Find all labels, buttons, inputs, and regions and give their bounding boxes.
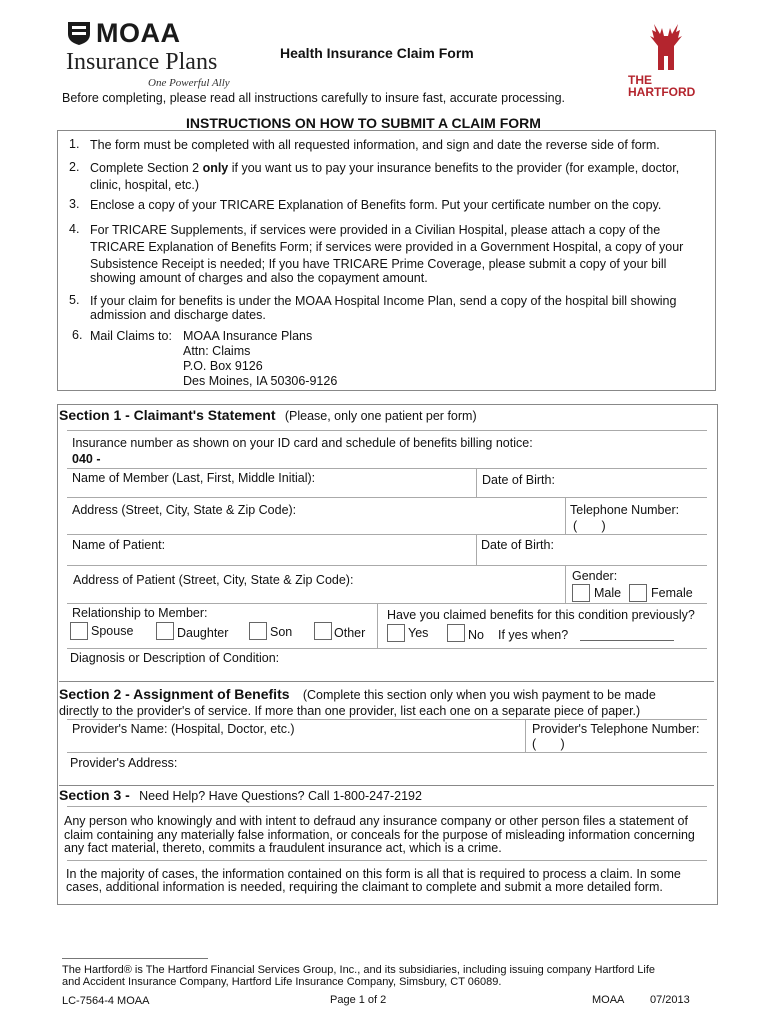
fraud-line2: claim containing any materially false information, or conceals for the purpose of misleading information concerning [64,828,695,842]
page-number: Page 1 of 2 [330,994,387,1006]
son-label: Son [270,625,293,639]
item-5-line2: admission and discharge dates. [90,308,266,322]
patient-dob-field[interactable]: Date of Birth: [481,538,554,552]
item-6-label: Mail Claims to: [90,329,172,343]
telephone-field[interactable]: ( ) [573,519,606,533]
insurance-number-field[interactable]: 040 - [72,452,101,466]
section2-header [59,686,656,702]
if-yes-when-label: If yes when? [498,628,569,642]
form-id: LC-7564-4 MOAA [62,995,150,1007]
if-yes-when-field[interactable] [580,640,674,641]
item-4-line1: For TRICARE Supplements, if services were provided in a Civilian Hospital, please attach a copy of the [90,223,661,237]
member-address-field[interactable]: Address (Street, City, State & Zip Code): [72,503,297,517]
other-label: Other [334,626,366,640]
section3-header [59,787,422,803]
item-4-line3: Subsistence Receipt is needed; If you have TRICARE Prime Coverage, please submit a copy of your bill [90,257,667,271]
item-4-line4: showing amount of charges and also the copayment amount. [90,271,428,285]
daughter-checkbox[interactable] [156,622,174,640]
member-dob-field[interactable]: Date of Birth: [482,473,555,487]
section2-note1: (Complete this section only when you wish payment to be made [302,688,656,702]
mail-address-line1: MOAA Insurance Plans [183,329,313,343]
yes-label: Yes [408,626,429,640]
page-title: Health Insurance Claim Form [280,45,474,61]
patient-name-field[interactable]: Name of Patient: [72,538,166,552]
item-2-line2: clinic, hospital, etc.) [90,178,200,192]
disclaimer-line2: and Accident Insurance Company, Hartford Life Insurance Company, Simsbury, CT 06089. [62,976,502,988]
spouse-checkbox[interactable] [70,622,88,640]
hartford-line2: HARTFORD [628,85,696,99]
item-3-num: 3. [69,197,80,211]
footer-brand: MOAA [592,994,625,1006]
section3-heading: Section 3 - [59,787,130,803]
footer-rule [62,958,208,959]
item-2-post: if you want us to pay your insurance benefits to the provider (for example, doctor, [228,161,680,175]
item-1-num: 1. [69,137,80,151]
item-4-num: 4. [69,222,80,236]
disclaimer-line1: The Hartford® is The Hartford Financial Services Group, Inc., and its subsidiaries, including issuing company Hartford Life [62,964,656,976]
provider-name-field[interactable]: Provider's Name: (Hospital, Doctor, etc.) [72,722,295,736]
fraud-line3: any fact material, thereto, commits a fraudulent insurance act, which is a crime. [64,841,502,855]
claimed-question: Have you claimed benefits for this condition previously? [387,608,695,622]
mail-address-line4: Des Moines, IA 50306-9126 [183,374,338,388]
intro-text: Before completing, please read all instructions carefully to insure fast, accurate processing. [62,91,566,105]
item-2-bold: only [202,161,229,175]
diagnosis-field[interactable]: Diagnosis or Description of Condition: [70,651,280,665]
section1-heading: Section 1 - Claimant's Statement [59,407,276,423]
item-4-line2: TRICARE Explanation of Benefits Form; if services were provided in a Government Hospital, a copy of your [90,240,684,254]
hartford-logo [624,20,706,110]
item-6-num: 6. [72,328,83,342]
yes-checkbox[interactable] [387,624,405,642]
section2-heading: Section 2 - Assignment of Benefits [59,686,290,702]
telephone-label: Telephone Number: [570,503,680,517]
patient-address-field[interactable]: Address of Patient (Street, City, State & Zip Code): [73,573,354,587]
section1-header [59,407,477,423]
moaa-shield-icon [66,20,92,46]
item-2-num: 2. [69,160,80,174]
stag-icon [624,20,706,74]
male-checkbox[interactable] [572,584,590,602]
majority-line2: cases, additional information is needed, requiring the claimant to complete and submit a more detailed form. [66,880,663,894]
provider-phone-field[interactable]: ( ) [532,737,565,751]
item-3-text: Enclose a copy of your TRICARE Explanation of Benefits form. Put your certificate number on the copy. [90,198,662,212]
male-label: Male [594,586,622,600]
item-5-num: 5. [69,293,80,307]
provider-address-field[interactable]: Provider's Address: [70,756,178,770]
hartford-line1: THE [628,73,652,87]
relationship-label: Relationship to Member: [72,606,208,620]
majority-line1: In the majority of cases, the information contained on this form is all that is required to process a claim. In some [66,867,681,881]
moaa-brand: MOAA [96,18,181,48]
item-5-line1: If your claim for benefits is under the MOAA Hospital Income Plan, send a copy of the hospital bill showing [90,294,677,308]
insurance-number-label: Insurance number as shown on your ID card and schedule of benefits billing notice: [72,436,533,450]
daughter-label: Daughter [177,626,229,640]
moaa-subtitle: Insurance Plans [66,49,218,75]
footer-date: 07/2013 [650,994,690,1006]
item-1-text: The form must be completed with all requested information, and sign and date the reverse side of form. [90,138,660,152]
moaa-logo [66,18,230,89]
female-label: Female [651,586,693,600]
hartford-wordmark [628,74,695,98]
no-label: No [468,628,484,642]
mail-address-line3: P.O. Box 9126 [183,359,263,373]
fraud-line1: Any person who knowingly and with intent to defraud any insurance company or other person files a statement of [64,814,688,828]
help-text: Need Help? Have Questions? Call 1-800-247-2192 [139,789,422,803]
member-name-field[interactable]: Name of Member (Last, First, Middle Initial): [72,471,316,485]
section2-note2: directly to the provider's of service. If more than one provider, list each one on a separate piece of paper.) [59,704,641,718]
gender-label: Gender: [572,569,618,583]
female-checkbox[interactable] [629,584,647,602]
son-checkbox[interactable] [249,622,267,640]
instructions-title: INSTRUCTIONS ON HOW TO SUBMIT A CLAIM FORM [186,115,541,131]
section1-note: (Please, only one patient per form) [284,409,477,423]
mail-address-line2: Attn: Claims [183,344,251,358]
other-checkbox[interactable] [314,622,332,640]
item-2-text [90,160,679,176]
item-2-pre: Complete Section 2 [90,161,203,175]
provider-phone-label: Provider's Telephone Number: [532,722,700,736]
no-checkbox[interactable] [447,624,465,642]
spouse-label: Spouse [91,624,134,638]
moaa-tagline: One Powerful Ally [148,77,230,89]
